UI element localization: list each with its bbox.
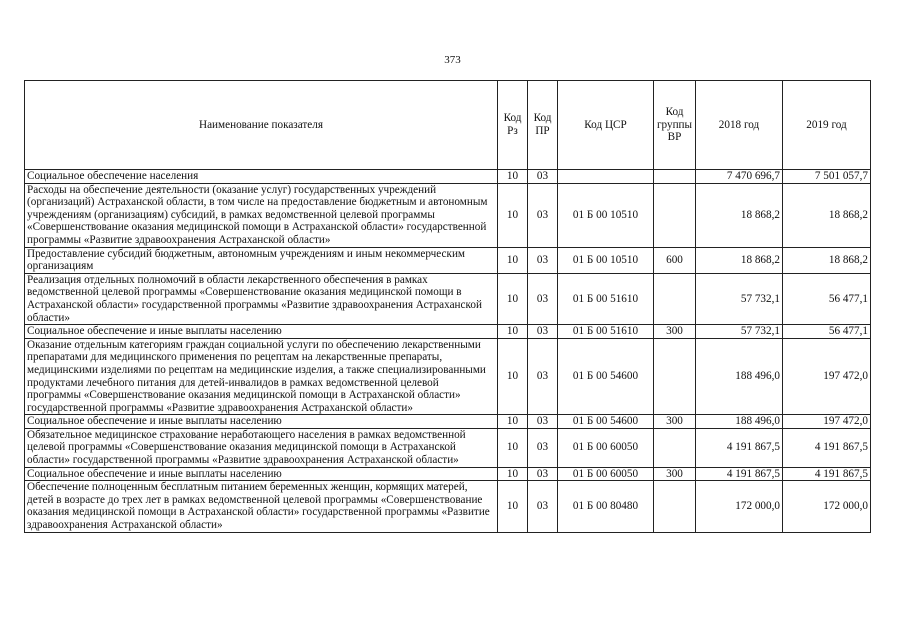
- row-rz: 10: [498, 273, 528, 324]
- row-2019: 4 191 867,5: [783, 428, 871, 467]
- header-2018: 2018 год: [696, 81, 783, 170]
- row-2018: 57 732,1: [696, 273, 783, 324]
- row-rz: 10: [498, 467, 528, 481]
- page-number: 373: [444, 54, 461, 66]
- row-2019: 18 868,2: [783, 183, 871, 247]
- row-name: Реализация отдельных полномочий в области лекарственного обеспечения в рамках ведомственной целевой программы «Совершенствование оказания медицинской помощи в Астраханской области» государственной программы «Развитие здравоохранения Астраханской области»: [25, 273, 498, 324]
- row-pr: 03: [528, 428, 558, 467]
- row-rz: 10: [498, 415, 528, 429]
- table-row: [25, 467, 871, 481]
- row-csr: [558, 170, 654, 184]
- row-pr: 03: [528, 338, 558, 415]
- row-vr: [654, 428, 696, 467]
- row-name: Социальное обеспечение и иные выплаты населению: [25, 415, 498, 429]
- table-row: [25, 481, 871, 532]
- row-pr: 03: [528, 183, 558, 247]
- row-2018: 18 868,2: [696, 183, 783, 247]
- row-rz: 10: [498, 338, 528, 415]
- table-row: [25, 273, 871, 324]
- row-2019: 18 868,2: [783, 247, 871, 273]
- table-row: [25, 170, 871, 184]
- header-name: Наименование показателя: [25, 81, 498, 170]
- row-csr: 01 Б 00 60050: [558, 467, 654, 481]
- row-csr: 01 Б 00 54600: [558, 338, 654, 415]
- row-csr: 01 Б 00 60050: [558, 428, 654, 467]
- row-pr: 03: [528, 273, 558, 324]
- row-2019: 7 501 057,7: [783, 170, 871, 184]
- row-name: Оказание отдельным категориям граждан социальной услуги по обеспечению лекарственными препаратами для медицинского применения по рецептам на лекарственные препараты, медицинскими изделиями по рецептам на медицинские изделия, а также специализированными продуктами лечебного питания для детей-инвалидов в рамках ведомственной целевой программы «Совершенствование оказания медицинской помощи в Астраханской области» государственной программы «Развитие здравоохранения Астраханской области»: [25, 338, 498, 415]
- budget-table: [24, 80, 871, 533]
- row-2018: 57 732,1: [696, 325, 783, 339]
- row-vr: [654, 273, 696, 324]
- header-rz: Код Рз: [498, 81, 528, 170]
- row-vr: [654, 183, 696, 247]
- row-2018: 7 470 696,7: [696, 170, 783, 184]
- row-name: Социальное обеспечение и иные выплаты населению: [25, 325, 498, 339]
- row-name: Обязательное медицинское страхование неработающего населения в рамках ведомственной целевой программы «Совершенствование оказания медицинской помощи в Астраханской области» государственной программы «Развитие здравоохранения Астраханской области»: [25, 428, 498, 467]
- row-2018: 4 191 867,5: [696, 467, 783, 481]
- row-name: Обеспечение полноценным бесплатным питанием беременных женщин, кормящих матерей, детей в возрасте до трех лет в рамках ведомственной целевой программы «Совершенствование оказания медицинской помощи в Астраханской области» государственной программы «Развитие здравоохранения Астраханской области»: [25, 481, 498, 532]
- header-pr: Код ПР: [528, 81, 558, 170]
- table-row: [25, 183, 871, 247]
- row-name: Расходы на обеспечение деятельности (оказание услуг) государственных учреждений (организаций) Астраханской области, в том числе на предоставление бюджетным и автономным учреждениям (организациям) субсидий, в рамках ведомственной целевой программы «Совершенствование оказания медицинской помощи в Астраханской области» государственной программы «Развитие здравоохранения Астраханской области»: [25, 183, 498, 247]
- row-pr: 03: [528, 247, 558, 273]
- row-pr: 03: [528, 467, 558, 481]
- row-pr: 03: [528, 481, 558, 532]
- row-csr: 01 Б 00 10510: [558, 183, 654, 247]
- row-csr: 01 Б 00 51610: [558, 273, 654, 324]
- header-csr: Код ЦСР: [558, 81, 654, 170]
- row-2018: 188 496,0: [696, 415, 783, 429]
- table-row: [25, 338, 871, 415]
- row-vr: 600: [654, 247, 696, 273]
- table-row: [25, 415, 871, 429]
- row-csr: 01 Б 00 80480: [558, 481, 654, 532]
- row-pr: 03: [528, 325, 558, 339]
- row-pr: 03: [528, 415, 558, 429]
- row-2019: 197 472,0: [783, 415, 871, 429]
- row-2018: 4 191 867,5: [696, 428, 783, 467]
- row-pr: 03: [528, 170, 558, 184]
- row-name: Предоставление субсидий бюджетным, автономным учреждениям и иным некоммерческим организациям: [25, 247, 498, 273]
- row-vr: [654, 481, 696, 532]
- row-2018: 18 868,2: [696, 247, 783, 273]
- table-row: [25, 325, 871, 339]
- row-rz: 10: [498, 170, 528, 184]
- row-rz: 10: [498, 183, 528, 247]
- row-name: Социальное обеспечение населения: [25, 170, 498, 184]
- row-2018: 172 000,0: [696, 481, 783, 532]
- header-2019: 2019 год: [783, 81, 871, 170]
- row-2018: 188 496,0: [696, 338, 783, 415]
- row-csr: 01 Б 00 10510: [558, 247, 654, 273]
- table-header-row: [25, 81, 871, 170]
- row-vr: [654, 338, 696, 415]
- table-row: [25, 428, 871, 467]
- row-2019: 197 472,0: [783, 338, 871, 415]
- row-2019: 56 477,1: [783, 273, 871, 324]
- row-rz: 10: [498, 481, 528, 532]
- row-rz: 10: [498, 247, 528, 273]
- row-rz: 10: [498, 428, 528, 467]
- row-2019: 56 477,1: [783, 325, 871, 339]
- row-vr: 300: [654, 415, 696, 429]
- row-2019: 4 191 867,5: [783, 467, 871, 481]
- row-vr: [654, 170, 696, 184]
- row-vr: 300: [654, 325, 696, 339]
- table-row: [25, 247, 871, 273]
- header-vr: Код группы ВР: [654, 81, 696, 170]
- row-2019: 172 000,0: [783, 481, 871, 532]
- row-csr: 01 Б 00 51610: [558, 325, 654, 339]
- row-rz: 10: [498, 325, 528, 339]
- row-csr: 01 Б 00 54600: [558, 415, 654, 429]
- row-name: Социальное обеспечение и иные выплаты населению: [25, 467, 498, 481]
- row-vr: 300: [654, 467, 696, 481]
